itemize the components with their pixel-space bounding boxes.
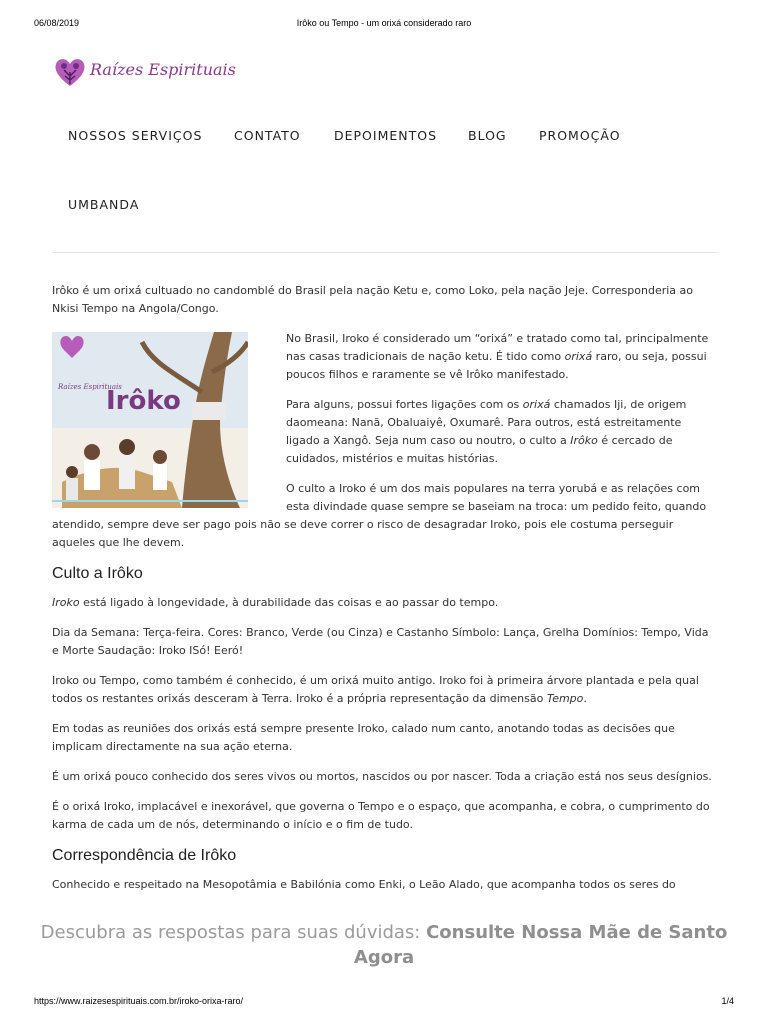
nav-item-contato[interactable]: CONTATO <box>234 128 301 143</box>
figure-title: Irôko <box>106 386 181 416</box>
print-page-title: Irôko ou Tempo - um orixá considerado raro <box>296 18 472 28</box>
logo-text: Raízes Espirituais <box>90 60 236 79</box>
cta-banner <box>40 920 728 970</box>
section-heading-correspondencia: Correspondência de Irôko <box>52 847 237 864</box>
header-divider <box>52 252 718 253</box>
print-date: 06/08/2019 <box>34 18 80 28</box>
heart-tree-icon <box>52 54 88 90</box>
figure-logo-text: Raízes Espirituais <box>58 383 122 391</box>
paragraph-4: Iroko está ligado à longevidade, à durabilidade das coisas e ao passar do tempo. <box>52 596 499 609</box>
nav-item-depoimentos[interactable]: DEPOIMENTOS <box>334 128 438 143</box>
paragraph-8: É um orixá pouco conhecido dos seres vivos ou mortos, nascidos ou por nascer. Toda a criação está nos seus desígnios. <box>52 770 712 783</box>
nav-item-promocao[interactable]: PROMOÇÃO <box>539 128 621 143</box>
print-url: https://www.raizesespirituais.com.br/iroko-orixa-raro/ <box>34 996 244 1006</box>
print-header <box>34 18 734 30</box>
paragraph-1: No Brasil, Iroko é considerado um “orixá” e tratado como tal, principalmente nas casas tradicionais de nação ketu. É tido como orixá raro, ou seja, possui poucos filhos e raramente se vê Irôko manifestado. <box>286 332 709 381</box>
paragraph-2: Para alguns, possui fortes ligações com os orixá chamados Iji, de origem daomeana: Nanã, Obaluaiyê, Oxumarê. Para outros, está estreitamente ligado a Xangô. Seja num caso ou noutro, o culto a Irôko é cercado de cuidados, mistérios e muitas histórias. <box>286 398 687 465</box>
print-footer <box>34 996 734 1008</box>
nav-item-umbanda[interactable]: UMBANDA <box>68 197 140 212</box>
iroko-illustration <box>52 332 248 508</box>
cta-lead: Descubra as respostas para suas dúvidas: <box>40 922 427 943</box>
paragraph-5: Dia da Semana: Terça-feira. Cores: Branco, Verde (ou Cinza) e Castanho Símbolo: Lança, Grelha Domínios: Tempo, Vida e Morte Saudação: Iroko ISó! Eeró! <box>52 626 709 657</box>
paragraph-7: Em todas as reuniões dos orixás está sempre presente Iroko, calado num canto, anotando todas as decisões que implicam directamente na sua ação eterna. <box>52 722 675 753</box>
print-page-number: 1/4 <box>721 996 734 1006</box>
section-heading-culto: Culto a Irôko <box>52 565 143 582</box>
cta-consult-link[interactable]: Consulte Nossa Mãe de Santo Agora <box>353 922 728 968</box>
nav-item-blog[interactable]: BLOG <box>468 128 507 143</box>
intro-paragraph: Irôko é um orixá cultuado no candomblé do Brasil pela nação Ketu e, como Loko, pela nação Jeje. Corresponderia ao Nkisi Tempo na Angola/Congo. <box>52 284 693 315</box>
paragraph-9: É o orixá Iroko, implacável e inexorável, que governa o Tempo e o espaço, que acompanha, e cobra, o cumprimento do karma de cada um de nós, determinando o início e o fim de tudo. <box>52 800 710 831</box>
paragraph-10: Conhecido e respeitado na Mesopotâmia e Babilónia como Enki, o Leão Alado, que acompanha todos os seres do <box>52 878 676 891</box>
article-body <box>52 282 718 906</box>
nav-item-servicos[interactable]: NOSSOS SERVIÇOS <box>68 128 203 143</box>
paragraph-3: O culto a Iroko é um dos mais populares na terra yorubá e as relações com esta divindade quase sempre se baseiam na troca: um pedido feito, quando atendido, sempre deve ser pago pois não se deve correr o risco de desagradar Iroko, pois ele costuma perseguir aqueles que lhe devem. <box>52 482 707 549</box>
paragraph-6: Iroko ou Tempo, como também é conhecido, é um orixá muito antigo. Iroko foi à primeira árvore plantada e pela qual todos os restantes orixás desceram à Terra. Iroko é a própria representação da dimensão Tempo. <box>52 674 699 705</box>
site-logo[interactable] <box>52 54 252 90</box>
